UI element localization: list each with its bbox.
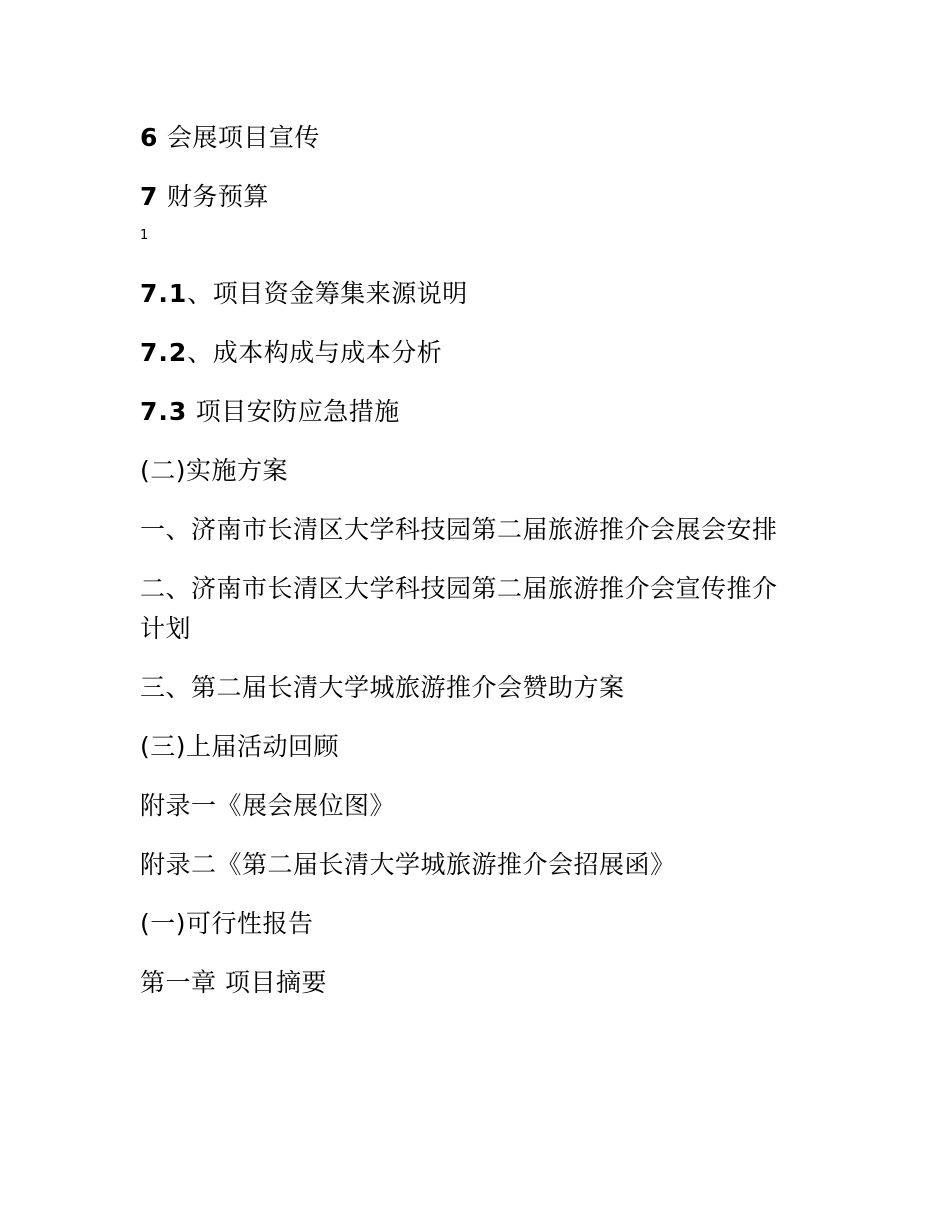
- toc-text: 、项目资金筹集来源说明: [187, 279, 468, 308]
- appendix-two: 附录二《第二届长清大学城旅游推介会招展函》: [140, 850, 676, 879]
- toc-number: 7.3: [140, 397, 188, 426]
- section-implementation-plan: (二)实施方案: [140, 456, 289, 485]
- plan-item-exhibition-arrangement: 一、济南市长清区大学科技园第二届旅游推介会展会安排: [140, 515, 778, 544]
- document-content: [140, 118, 800, 1022]
- toc-number: 7: [140, 182, 159, 211]
- toc-text: 会展项目宣传: [158, 123, 320, 152]
- section-feasibility-report: (一)可行性报告: [140, 909, 314, 938]
- toc-text: 项目安防应急措施: [187, 397, 400, 426]
- appendix-one: 附录一《展会展位图》: [140, 791, 396, 820]
- toc-item-7-3: [140, 392, 800, 432]
- toc-number: 7.1: [140, 279, 188, 308]
- toc-text: 、成本构成与成本分析: [187, 338, 443, 367]
- toc-text: 财务预算: [158, 182, 269, 211]
- plan-item-sponsorship: 三、第二届长清大学城旅游推介会赞助方案: [140, 673, 625, 702]
- toc-item-6: [140, 118, 800, 158]
- plan-item-promotion-plan: 二、济南市长清区大学科技园第二届旅游推介会宣传推介计划: [140, 574, 778, 643]
- toc-item-7: [140, 177, 800, 217]
- footnote-marker: 1: [140, 228, 149, 243]
- toc-item-7-2: [140, 333, 800, 373]
- toc-number: 7.2: [140, 338, 188, 367]
- section-previous-review: (三)上届活动回顾: [140, 732, 340, 761]
- toc-item-7-1: [140, 274, 800, 314]
- toc-number: 6: [140, 123, 159, 152]
- chapter-one-title: 第一章 项目摘要: [140, 968, 327, 997]
